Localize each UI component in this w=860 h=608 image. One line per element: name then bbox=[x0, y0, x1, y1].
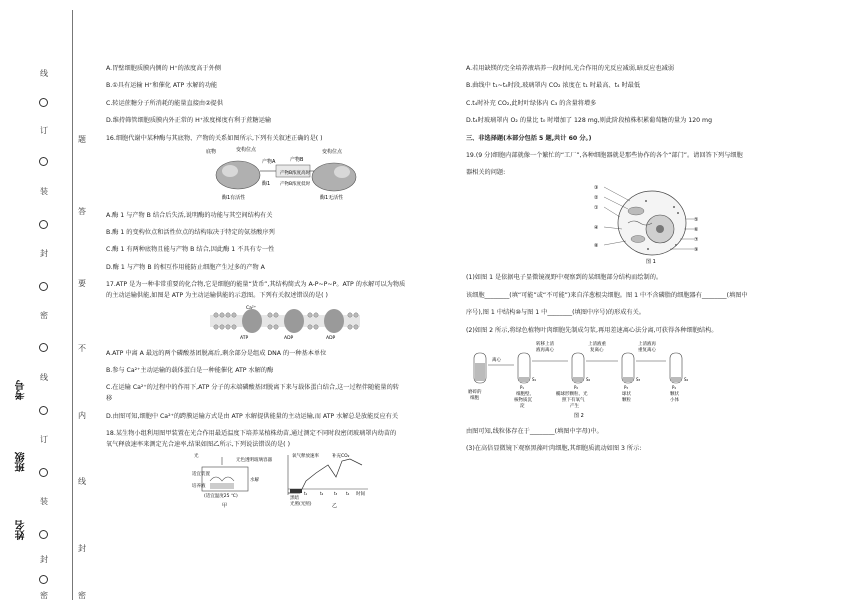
result-label: 球状 bbox=[622, 391, 631, 397]
result-label: 颗粒 bbox=[622, 397, 631, 403]
q18-stem-line1: 18.某生物小组利用图甲装置在光合作用最适温度下培养某植株幼苗,通过测定不同时段密闭玻璃罩内幼苗的 bbox=[106, 430, 397, 438]
tube-label: S₄ bbox=[684, 376, 689, 382]
q19-stem-line2: 器相关的问题: bbox=[466, 169, 506, 177]
inner-binding-char: 不 bbox=[78, 344, 86, 353]
q18-option-a: A.若用缺镁的完全培养液培养一段时间,光合作用的光反应减弱,暗反应也减弱 bbox=[466, 65, 675, 72]
result-label: 细胞壁、 bbox=[516, 391, 534, 397]
cell-structure-label: ② bbox=[594, 195, 599, 202]
binding-char: 装 bbox=[40, 497, 48, 506]
q15-option-a: A.胃壁细胞质膜内侧的 H⁺的浓度高于外侧 bbox=[106, 65, 221, 72]
binding-char: 密 bbox=[40, 311, 48, 320]
cell-structure-label: ⑦ bbox=[694, 237, 699, 244]
enzyme-label: 产物B浓度高时 bbox=[280, 170, 311, 176]
enzyme-label: 变构位点 bbox=[236, 146, 257, 153]
binding-circle bbox=[39, 157, 48, 166]
result-label: 小体 bbox=[670, 397, 679, 403]
enzyme-figure bbox=[204, 145, 451, 203]
binding-circle bbox=[39, 343, 48, 352]
device-label: 水解 bbox=[250, 478, 259, 484]
q16-option-b: B.酶 1 的变构位点和活性位点的结构取决于特定的氨基酸序列 bbox=[106, 228, 275, 236]
q15-option-b: B.①具有运输 H⁺和催化 ATP 水解的功能 bbox=[106, 82, 218, 90]
cell-structure-label: ⑤ bbox=[694, 217, 699, 224]
enzyme-label: 变构位点 bbox=[322, 148, 343, 155]
figure-caption: 图 1 bbox=[646, 259, 656, 266]
figure-caption: 乙 bbox=[332, 503, 338, 510]
cut-line bbox=[72, 10, 73, 600]
tube-label: P₄ bbox=[672, 384, 677, 390]
atp-transport-diagram bbox=[210, 303, 360, 341]
tick-label: t₃ bbox=[334, 491, 338, 497]
photosynthesis-diagram bbox=[192, 451, 372, 509]
step-label: 离心 bbox=[492, 357, 501, 363]
tube-label: S₃ bbox=[636, 376, 641, 382]
binding-char: 线 bbox=[40, 69, 48, 78]
tube-label: S₂ bbox=[586, 376, 591, 382]
cell-structure-label: ⑥ bbox=[694, 227, 699, 234]
enzyme-label: 产物A bbox=[262, 158, 276, 165]
centrifugation-diagram bbox=[466, 337, 706, 419]
enzyme-label: 底物 bbox=[206, 148, 217, 155]
device-label: 无色透明玻璃容器 bbox=[236, 458, 272, 464]
inner-binding-char: 答 bbox=[78, 207, 86, 216]
exam-number-field[interactable]: 考号 bbox=[16, 380, 27, 400]
cell-structure-diagram bbox=[590, 179, 700, 265]
q19-part1-question-b: 序号),图 1 中结构⑩与图 1 中________(填图中序号)的形成有关。 bbox=[466, 309, 645, 317]
enzyme-label: 酶1有活性 bbox=[222, 194, 246, 201]
q19-part1: (1)如图 1 是依据电子显微镜视野中观察到的某细胞部分结构而绘制的。 bbox=[466, 274, 663, 282]
q17-stem-line1: 17.ATP 是为一种非常重要的化合物,它是细胞的能量“货币”,其结构简式为 A-P~P~P。ATP 的水解可以为物质 bbox=[106, 281, 406, 289]
step-label: 转移上清 bbox=[536, 341, 554, 347]
binding-char: 线 bbox=[40, 373, 48, 382]
step-label: 上清液重 bbox=[588, 341, 606, 347]
binding-circle bbox=[39, 220, 48, 229]
name-field[interactable]: 姓名 bbox=[16, 520, 27, 540]
cell-figure bbox=[590, 179, 836, 265]
q17-option-a: A.ATP 中离 A 最远的两个磷酸基团脱离后,剩余部分是组成 DNA 的一种基本单位 bbox=[106, 349, 327, 357]
tick-label: t₁ bbox=[304, 491, 308, 497]
result-label: 磨碎的 bbox=[468, 389, 482, 395]
cell-structure-label: ④ bbox=[594, 225, 599, 232]
cell-structure-label: ③ bbox=[594, 185, 599, 192]
binding-circle bbox=[39, 282, 48, 291]
device-label: 光 bbox=[194, 454, 199, 460]
left-column bbox=[106, 64, 451, 517]
atp-transport-figure bbox=[210, 303, 451, 341]
binding-circle bbox=[39, 406, 48, 415]
ion-label: Ca²⁺ bbox=[246, 305, 257, 311]
step-label: 复离心 bbox=[590, 347, 604, 353]
step-label: 上清液再 bbox=[638, 341, 656, 347]
annotation: 黑暗 bbox=[290, 496, 299, 502]
atp-label: ATP bbox=[240, 335, 249, 341]
tube-label: P₁ bbox=[520, 384, 525, 390]
inner-binding-char: 密 bbox=[78, 591, 86, 600]
binding-strip bbox=[0, 0, 86, 608]
q15-option-c: C.转运蔗糖分子所消耗的能量直接由②提供 bbox=[106, 99, 224, 107]
q18-stem-line2: 氧气释放速率来测定光合速率,结果如图乙所示,下列说法错误的是( ) bbox=[106, 441, 290, 449]
cell-structure-label: ⑧ bbox=[594, 243, 599, 250]
binding-char: 密 bbox=[40, 591, 48, 600]
binding-circle bbox=[39, 575, 48, 584]
tube-label: S₁ bbox=[532, 376, 537, 382]
q18-option-b: B.曲线中 t₁~t₄时段,玻璃罩内 CO₂ 浓度在 t₁ 时最高、t₄ 时最低 bbox=[466, 82, 641, 90]
binding-char: 封 bbox=[40, 249, 48, 258]
binding-char: 订 bbox=[40, 126, 48, 135]
result-label: 椭球形颗粒、光 bbox=[556, 391, 588, 397]
axis-label: 氧气释放速率 bbox=[292, 454, 319, 460]
q17-option-b: B.参与 Ca²⁺主动运输的载体蛋白是一种能催化 ATP 水解的酶 bbox=[106, 366, 274, 374]
q15-option-d: D.维持筛管细胞质膜内外正常的 H⁺浓度梯度有利于蔗糖运输 bbox=[106, 117, 272, 125]
result-label: 照下有氧气 bbox=[562, 397, 585, 403]
binding-circle bbox=[39, 468, 48, 477]
q16-stem: 16.细胞代谢中某种酶与其底物、产物的关系如图所示,下列有关叙述正确的是( ) bbox=[106, 134, 323, 142]
section-heading: 三、非选择题(本部分包括 5 题,共计 60 分。) bbox=[466, 134, 592, 142]
q16-option-d: D.酶 1 与产物 B 的相互作用能防止细胞产生过多的产物 A bbox=[106, 263, 265, 271]
q16-option-c: C.酶 1 有两种底物且能与产物 B 结合,因此酶 1 不具有专一性 bbox=[106, 246, 275, 254]
q19-part1-question-a: 该细胞________(填“可能”或“不可能”)来自洋葱根尖细胞。图 1 中不含磷脂的细胞器有________(填图中 bbox=[466, 291, 748, 299]
q18-option-c: C.t₄时补充 CO₂,此时叶绿体内 C₃ 的含量将增多 bbox=[466, 99, 597, 107]
inner-binding-char: 题 bbox=[78, 135, 86, 144]
inner-binding-char: 线 bbox=[78, 477, 86, 486]
q17-option-c-line2: 移 bbox=[106, 395, 113, 403]
device-label: 适宜装置 bbox=[192, 472, 210, 478]
binding-circle bbox=[39, 530, 48, 539]
device-label: (适宜温度25 ℃) bbox=[204, 494, 238, 500]
result-label: 颗状 bbox=[670, 391, 679, 397]
result-label: 产生 bbox=[570, 403, 579, 409]
enzyme-diagram bbox=[204, 145, 379, 203]
step-label: 液再离心 bbox=[536, 347, 554, 353]
binding-circle bbox=[39, 98, 48, 107]
tick-label: t₂ bbox=[320, 491, 324, 497]
cell-structure-label: ① bbox=[594, 205, 599, 212]
device-label: 培养液 bbox=[192, 484, 206, 490]
q17-option-c-line1: C.在运输 Ca²⁺的过程中的作用下,ATP 分子的末端磷酸基团脱离下来与载体蛋白结合,这一过程伴随能量的转 bbox=[106, 384, 399, 392]
annotation: 光照(光照) bbox=[290, 502, 312, 508]
cell-structure-label: ⑨ bbox=[694, 247, 699, 254]
q17-stem-line2: 的主动运输供能,如图是 ATP 为主动运输供能的示意图。下列有关叙述错误的是( ) bbox=[106, 292, 328, 300]
adp-label: ADP bbox=[326, 335, 336, 341]
q17-option-d: D.由图可知,细胞中 Ca²⁺的跨膜运输方式是由 ATP 水解提供能量的主动运输,而 ATP 水解总是放能反应有关 bbox=[106, 412, 399, 420]
q19-part2: (2)如图 2 所示,将绿色植物叶肉细胞先制成匀浆,再用差速离心法分离,可获得各种细胞结构。 bbox=[466, 326, 718, 334]
binding-char: 装 bbox=[40, 187, 48, 196]
axis-label: 时间 bbox=[356, 492, 365, 498]
enzyme-label: 产物B bbox=[290, 156, 304, 163]
annotation: 补充CO₂ bbox=[332, 454, 350, 460]
tube-label: P₂ bbox=[574, 384, 579, 390]
figure-caption: 甲 bbox=[222, 503, 228, 510]
enzyme-label: 酶1无活性 bbox=[320, 194, 344, 201]
q18-option-d: D.t₄时玻璃罩内 O₂ 的量比 t₀ 时增加了 128 mg,则此阶段植株积累葡萄糖的量为 120 mg bbox=[466, 117, 712, 125]
tick-label: t₄ bbox=[346, 491, 350, 497]
enzyme-label: 产物B浓度低时 bbox=[280, 181, 311, 187]
binding-char: 封 bbox=[40, 555, 48, 564]
centrifuge-figure bbox=[466, 337, 836, 419]
q16-option-a: A.酶 1 与产物 B 结合后失活,说明酶的功能与其空间结构有关 bbox=[106, 211, 273, 219]
right-column bbox=[466, 64, 836, 461]
tube-label: P₃ bbox=[624, 384, 629, 390]
inner-binding-char: 封 bbox=[78, 544, 86, 553]
q19-stem-line1: 19.(9 分)细胞内部就像一个繁忙的“工厂”,各种细胞器就是那些协作的各个“部门”。请回答下列与细胞 bbox=[466, 151, 743, 159]
result-label: 细胞 bbox=[470, 395, 479, 401]
inner-binding-char: 内 bbox=[78, 411, 86, 420]
figure-caption: 图 2 bbox=[574, 412, 584, 419]
step-label: 重复离心 bbox=[638, 347, 656, 353]
result-label: 淀 bbox=[520, 403, 525, 409]
q19-part3: (3)在高倍显微镜下观察黑藻叶肉细胞,其细胞质流动如图 3 所示: bbox=[466, 444, 642, 452]
inner-binding-char: 要 bbox=[78, 279, 86, 288]
binding-char: 订 bbox=[40, 435, 48, 444]
result-label: 核物质沉 bbox=[514, 397, 532, 403]
adp-label: ADP bbox=[284, 335, 294, 341]
q19-part2-question: 由图可知,线粒体存在于________(填图中字母)中。 bbox=[466, 427, 603, 435]
class-field[interactable]: 班级 bbox=[16, 452, 27, 472]
enzyme-label: 酶1 bbox=[262, 180, 271, 187]
photosynthesis-figure bbox=[192, 451, 451, 509]
